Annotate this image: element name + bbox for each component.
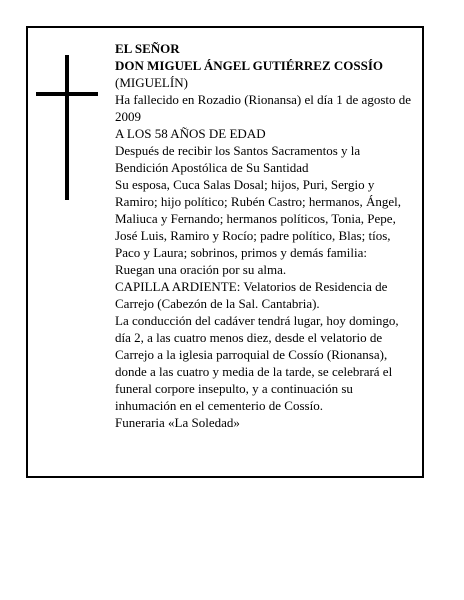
funeral-procession: La conducción del cadáver tendrá lugar, hoy domingo, día 2, a las cuatro menos diez, desde el velatorio de Carrejo a la iglesia parroquial de Cossío (Rionansa), donde a las cuatro y media de la tarde, se celebrará el funeral corpore insepulto, y a continuación su inhumación en el cementerio de Cossío. (115, 313, 399, 413)
age-line: A LOS 58 AÑOS DE EDAD (115, 126, 266, 141)
death-place-date: Ha fallecido en Rozadio (Rionansa) el día 1 de agosto de 2009 (115, 92, 412, 124)
prayer-request: Ruegan una oración por su alma. (115, 262, 287, 277)
obituary-notice (26, 26, 424, 478)
cross-icon (36, 55, 98, 200)
nickname: (MIGUELÍN) (115, 75, 188, 90)
sacraments-line: Después de recibir los Santos Sacramentos y la Bendición Apostólica de Su Santidad (115, 143, 361, 175)
deceased-name: DON MIGUEL ÁNGEL GUTIÉRREZ COSSÍO (115, 58, 384, 73)
title-line: EL SEÑOR (115, 41, 180, 56)
cross-horizontal-bar (36, 92, 98, 96)
funeral-home: Funeraria «La Soledad» (115, 415, 240, 430)
funeral-chapel: CAPILLA ARDIENTE: Velatorios de Residencia de Carrejo (Cabezón de la Sal. Cantabria). (115, 279, 388, 311)
obituary-text (115, 40, 415, 431)
family-list: Su esposa, Cuca Salas Dosal; hijos, Puri, Sergio y Ramiro; hijo político; Rubén Castro; hermanos, Ángel, Maliuca y Fernando; hermanos políticos, Tonia, Pepe, José Luis, Ramiro y Rocío; padre político, Blas; tíos, Paco y Laura; sobrinos, primos y demás familia: (115, 177, 401, 260)
cross-vertical-bar (65, 55, 69, 200)
